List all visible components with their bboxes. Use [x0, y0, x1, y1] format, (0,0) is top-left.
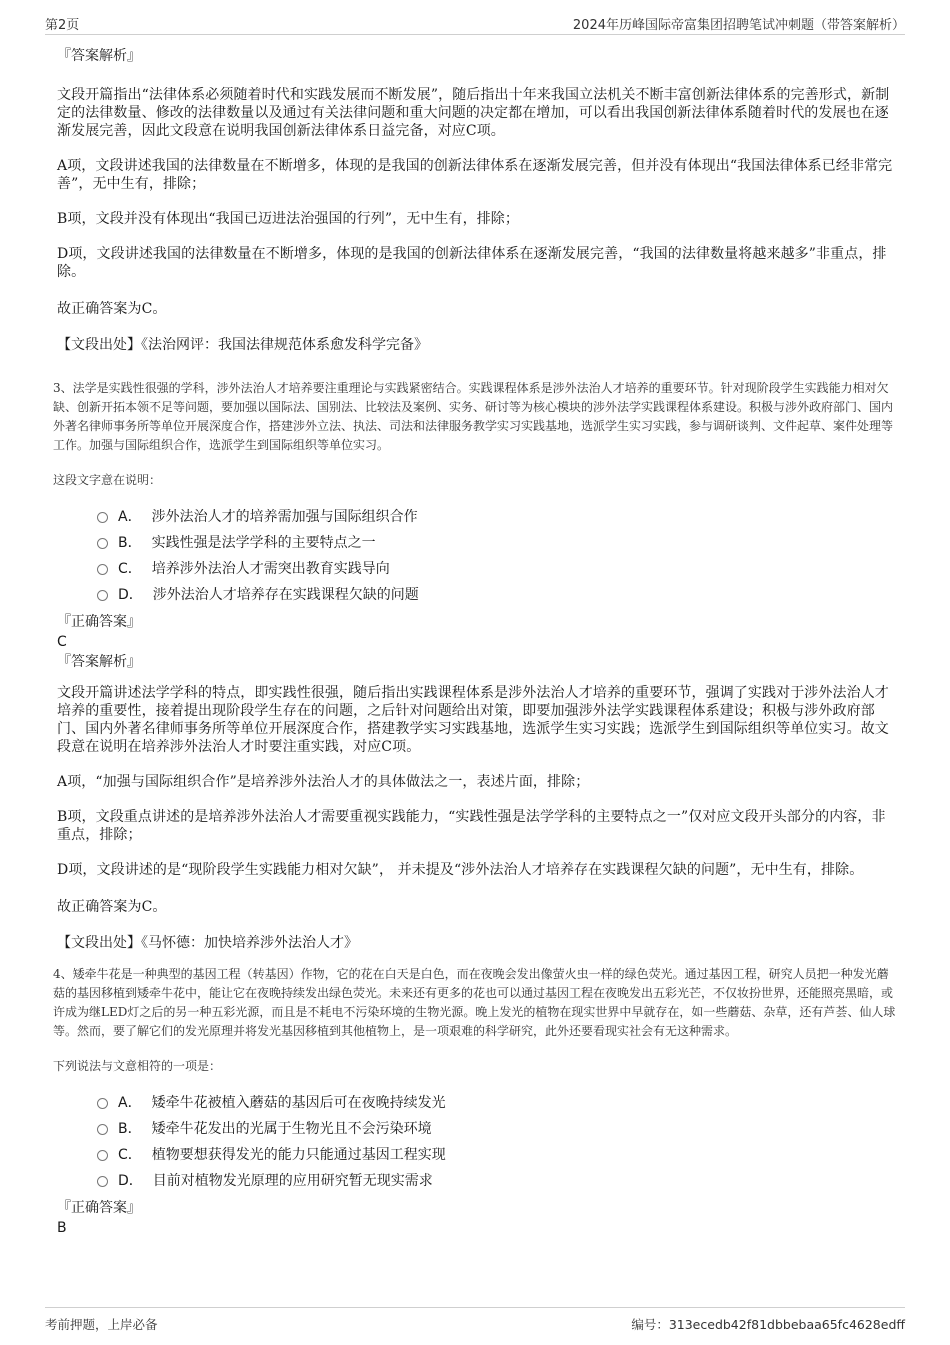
q4-option-c[interactable]: C． 植物要想获得发光的能力只能通过基因工程实现 [97, 1142, 897, 1168]
q3-analysis-main: 文段开篇讲述法学学科的特点，即实践性很强，随后指出实践课程体系是涉外法治人才培养的重要环节，强调了实践对于涉外法治人才培养的重要性，接着提出现阶段学生存在的问题，之后针对问题给出对策，即要加强涉外法学实践课程体系建设；积极与涉外政府部门、国内外著名律师事务所等单位开展深度合作，搭建教学实习实践基地，选派学生实习实践；选派学生到国际组织等单位实习。故文段意在说明在培养涉外法治人才时要注重实践，对应C项。 [57, 685, 889, 755]
q2-analysis-tag: 『答案解析』 [57, 48, 141, 64]
q3-options [57, 504, 897, 608]
q3-analysis-tag: 『答案解析』 [57, 654, 141, 670]
footer-slogan: 考前押题，上岸必备 [45, 1317, 158, 1332]
q4-question: 下列说法与文意相符的一项是： [53, 1059, 222, 1073]
q3-stem: 3、法学是实践性很强的学科，涉外法治人才培养要注重理论与实践紧密结合。实践课程体系是涉外法治人才培养的重要环节。针对现阶段学生实践能力相对欠缺、创新开拓本领不足等问题，要加强以国际法、国别法、比较法及案例、实务、研讨等为核心模块的涉外法学实践课程体系建设。积极与涉外政府部门、国内外著名律师事务所等单位开展深度合作，搭建涉外立法、执法、司法和法律服务教学实习实践基地，选派学生实习实践，参与调研谈判、文件起草、案件处理等工作。加强与国际组织合作，选派学生到国际组织等单位实习。 [53, 381, 894, 452]
q2-analysis-b: B项，文段并没有体现出“我国已迈进法治强国的行列”，无中生有，排除； [57, 211, 520, 227]
page-header [45, 12, 905, 35]
q4-answer: B [57, 1220, 67, 1236]
q4-options [57, 1090, 897, 1194]
q3-analysis-b: B项，文段重点讲述的是培养涉外法治人才需要重视实践能力，“实践性强是法学学科的主要特点之一”仅对应文段开头部分的内容，非重点，排除； [57, 809, 886, 843]
q3-question: 这段文字意在说明： [53, 473, 162, 487]
q4-option-d[interactable]: D． 目前对植物发光原理的应用研究暂无现实需求 [97, 1168, 897, 1194]
q4-answer-tag: 『正确答案』 [57, 1200, 141, 1216]
radio-icon[interactable] [97, 590, 108, 601]
q2-analysis-d: D项，文段讲述我国的法律数量在不断增多，体现的是我国的创新法律体系在逐渐发展完善，“我国的法律数量将越来越多”非重点，排除。 [57, 246, 887, 280]
q3-option-c[interactable]: C． 培养涉外法治人才需突出教育实践导向 [97, 556, 897, 582]
q3-answer: C [57, 634, 67, 650]
q4-option-b[interactable]: B． 矮牵牛花发出的光属于生物光且不会污染环境 [97, 1116, 897, 1142]
radio-icon[interactable] [97, 538, 108, 549]
page-footer [45, 1307, 905, 1338]
q3-conclusion: 故正确答案为C。 [57, 899, 167, 915]
q3-option-a[interactable]: A． 涉外法治人才的培养需加强与国际组织合作 [97, 504, 897, 530]
q2-source: 【文段出处】《法治网评：我国法律规范体系愈发科学完备》 [57, 337, 428, 353]
q3-answer-tag: 『正确答案』 [57, 614, 141, 630]
radio-icon[interactable] [97, 1150, 108, 1161]
q2-analysis-main: 文段开篇指出“法律体系必须随着时代和实践发展而不断发展”，随后指出十年来我国立法机关不断丰富创新法律体系的完善形式，新制定的法律数量、修改的法律数量以及通过有关法律问题和重大问题的决定都在增加，可以看出我国创新法律体系随着时代的发展也在逐渐发展完善，因此文段意在说明我国创新法律体系日益完备，对应C项。 [57, 87, 890, 139]
document-body [53, 40, 897, 1238]
q3-analysis-d: D项，文段讲述的是“现阶段学生实践能力相对欠缺”， 并未提及“涉外法治人才培养存在实践课程欠缺的问题”，无中生有，排除。 [57, 862, 864, 878]
q3-source: 【文段出处】《马怀德：加快培养涉外法治人才》 [57, 935, 358, 951]
q2-conclusion: 故正确答案为C。 [57, 301, 167, 317]
q3-option-d[interactable]: D． 涉外法治人才培养存在实践课程欠缺的问题 [97, 582, 897, 608]
q2-analysis-a: A项，文段讲述我国的法律数量在不断增多，体现的是我国的创新法律体系在逐渐发展完善，但并没有体现出“我国法律体系已经非常完善”，无中生有，排除； [57, 158, 893, 192]
document-id: 编号：313ecedb42f81dbbebaa65fc4628edff [631, 1317, 905, 1332]
q3-analysis-a: A项，“加强与国际组织合作”是培养涉外法治人才的具体做法之一，表述片面，排除； [57, 774, 590, 790]
radio-icon[interactable] [97, 1124, 108, 1135]
radio-icon[interactable] [97, 564, 108, 575]
document-title: 2024年历峰国际帝富集团招聘笔试冲刺题（带答案解析） [572, 18, 905, 33]
radio-icon[interactable] [97, 1176, 108, 1187]
q3-option-b[interactable]: B． 实践性强是法学学科的主要特点之一 [97, 530, 897, 556]
radio-icon[interactable] [97, 512, 108, 523]
q4-stem: 4、矮牵牛花是一种典型的基因工程（转基因）作物，它的花在白天是白色，而在夜晚会发出像萤火虫一样的绿色荧光。通过基因工程，研究人员把一种发光蘑菇的基因移植到矮牵牛花中，能让它在夜晚持续发出绿色荧光。未来还有更多的花也可以通过基因工程在夜晚发出五彩光芒，不仅妆扮世界，还能照亮黑暗，或许成为继LED灯之后的另一种五彩光源，而且是不耗电不污染环境的生物光源。晚上发光的植物在现实世界中早就存在，如一些蘑菇、杂草，还有芦荟、仙人球等。然而，要了解它们的发光原理并将发光基因移植到其他植物上，是一项艰难的科学研究，此外还要看现实社会有无这种需求。 [53, 967, 896, 1038]
radio-icon[interactable] [97, 1098, 108, 1109]
q4-option-a[interactable]: A． 矮牵牛花被植入蘑菇的基因后可在夜晚持续发光 [97, 1090, 897, 1116]
page-number: 第2页 [45, 18, 80, 33]
